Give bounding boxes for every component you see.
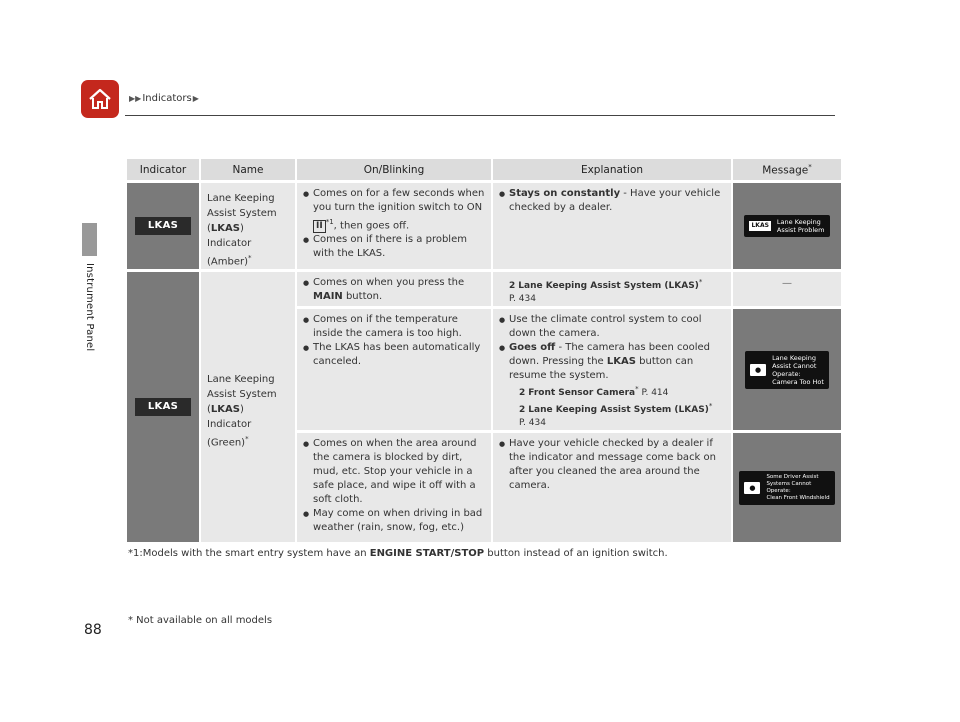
list-item: ● The LKAS has been automatically canceled. bbox=[303, 341, 485, 369]
list-item: ● Have your vehicle checked by a dealer if the indicator and message come back on after you cleaned the area around the camera. bbox=[499, 437, 725, 493]
on-blinking-cell bbox=[297, 306, 493, 430]
list-item: ● Comes on if the temperature inside the camera is too high. bbox=[303, 313, 485, 341]
message-cell bbox=[733, 430, 843, 542]
home-icon bbox=[87, 87, 113, 111]
name-cell: Lane Keeping Assist System (LKAS) Indicator (Green)* bbox=[201, 269, 297, 542]
section-tab-marker bbox=[82, 223, 97, 256]
message-cell: — bbox=[733, 269, 843, 306]
table-row bbox=[127, 180, 843, 269]
on-blinking-cell bbox=[297, 180, 493, 269]
reference-arrow-icon: 2 bbox=[509, 281, 516, 292]
windshield-camera-icon: ● bbox=[744, 482, 760, 494]
column-header-indicator: Indicator bbox=[127, 159, 201, 180]
table-row bbox=[127, 269, 843, 306]
message-cell bbox=[733, 306, 843, 430]
list-item: ● Use the climate control system to cool down the camera. bbox=[499, 313, 725, 341]
on-blinking-cell bbox=[297, 269, 493, 306]
lkas-green-indicator-icon: LKAS bbox=[135, 398, 191, 416]
on-blinking-cell bbox=[297, 430, 493, 542]
message-display: LKAS Lane Keeping Assist Problem bbox=[744, 215, 829, 237]
column-header-explanation: Explanation bbox=[493, 159, 733, 180]
list-item: ● Comes on for a few seconds when you turn the ignition switch to ON II $^{*1}$, then goes off. bbox=[303, 187, 485, 233]
list-item: ● Comes on if there is a problem with the LKAS. bbox=[303, 233, 485, 261]
column-header-name: Name bbox=[201, 159, 297, 180]
model-note: *1:Models with the smart entry system have an ENGINE START/STOP button instead of an ignition switch. bbox=[128, 548, 668, 559]
header-rule bbox=[125, 115, 835, 116]
reference-arrow-icon: 2 bbox=[519, 405, 526, 416]
lkas-tag-icon: LKAS bbox=[751, 222, 769, 230]
section-label: Instrument Panel bbox=[84, 263, 95, 352]
message-display: ● Some Driver Assist Systems Cannot Operate: Clean Front Windshield bbox=[739, 471, 834, 505]
list-item: ● Stays on constantly - Have your vehicle checked by a dealer. bbox=[499, 187, 725, 215]
explanation-cell bbox=[493, 269, 733, 306]
indicator-cell bbox=[127, 269, 201, 542]
breadcrumb-arrow-icon: ▶▶ bbox=[129, 94, 142, 103]
list-item: ● Comes on when the area around the camera is blocked by dirt, mud, etc. Stop your vehicle in a safe place, and wipe it off with a soft cloth. bbox=[303, 437, 485, 507]
cross-reference-link[interactable]: 2 Lane Keeping Assist System (LKAS)* P. 434 bbox=[509, 278, 703, 305]
explanation-cell bbox=[493, 180, 733, 269]
column-header-message: Message* bbox=[733, 159, 843, 180]
breadcrumb[interactable] bbox=[128, 93, 200, 104]
cross-reference-link[interactable]: 2 Lane Keeping Assist System (LKAS)* P. 434 bbox=[519, 402, 713, 429]
breadcrumb-label: Indicators bbox=[142, 93, 192, 104]
list-item: ● Comes on when you press the MAIN button. bbox=[303, 276, 485, 304]
breadcrumb-arrow-icon: ▶ bbox=[192, 94, 199, 103]
message-cell bbox=[733, 180, 843, 269]
footnote: * Not available on all models bbox=[128, 615, 273, 626]
ignition-on-key-icon: II bbox=[313, 220, 326, 233]
message-display: ● Lane Keeping Assist Cannot Operate: Camera Too Hot bbox=[745, 351, 829, 389]
explanation-cell bbox=[493, 306, 733, 430]
cross-reference-link[interactable]: 2 Front Sensor Camera* P. 414 bbox=[519, 385, 669, 399]
list-item: ● May come on when driving in bad weather (rain, snow, fog, etc.) bbox=[303, 507, 485, 535]
indicator-cell bbox=[127, 180, 201, 269]
name-cell: Lane Keeping Assist System (LKAS) Indicator (Amber)* bbox=[201, 180, 297, 269]
indicator-table bbox=[127, 159, 843, 542]
column-header-on-blinking: On/Blinking bbox=[297, 159, 493, 180]
explanation-cell bbox=[493, 430, 733, 542]
home-button[interactable] bbox=[81, 80, 119, 118]
lkas-amber-indicator-icon: LKAS bbox=[135, 217, 191, 235]
page-number: 88 bbox=[84, 622, 102, 638]
list-item: ● Goes off - The camera has been cooled down. Pressing the LKAS button can resume the system. bbox=[499, 341, 725, 383]
reference-arrow-icon: 2 bbox=[519, 388, 526, 399]
camera-icon: ● bbox=[750, 364, 766, 376]
